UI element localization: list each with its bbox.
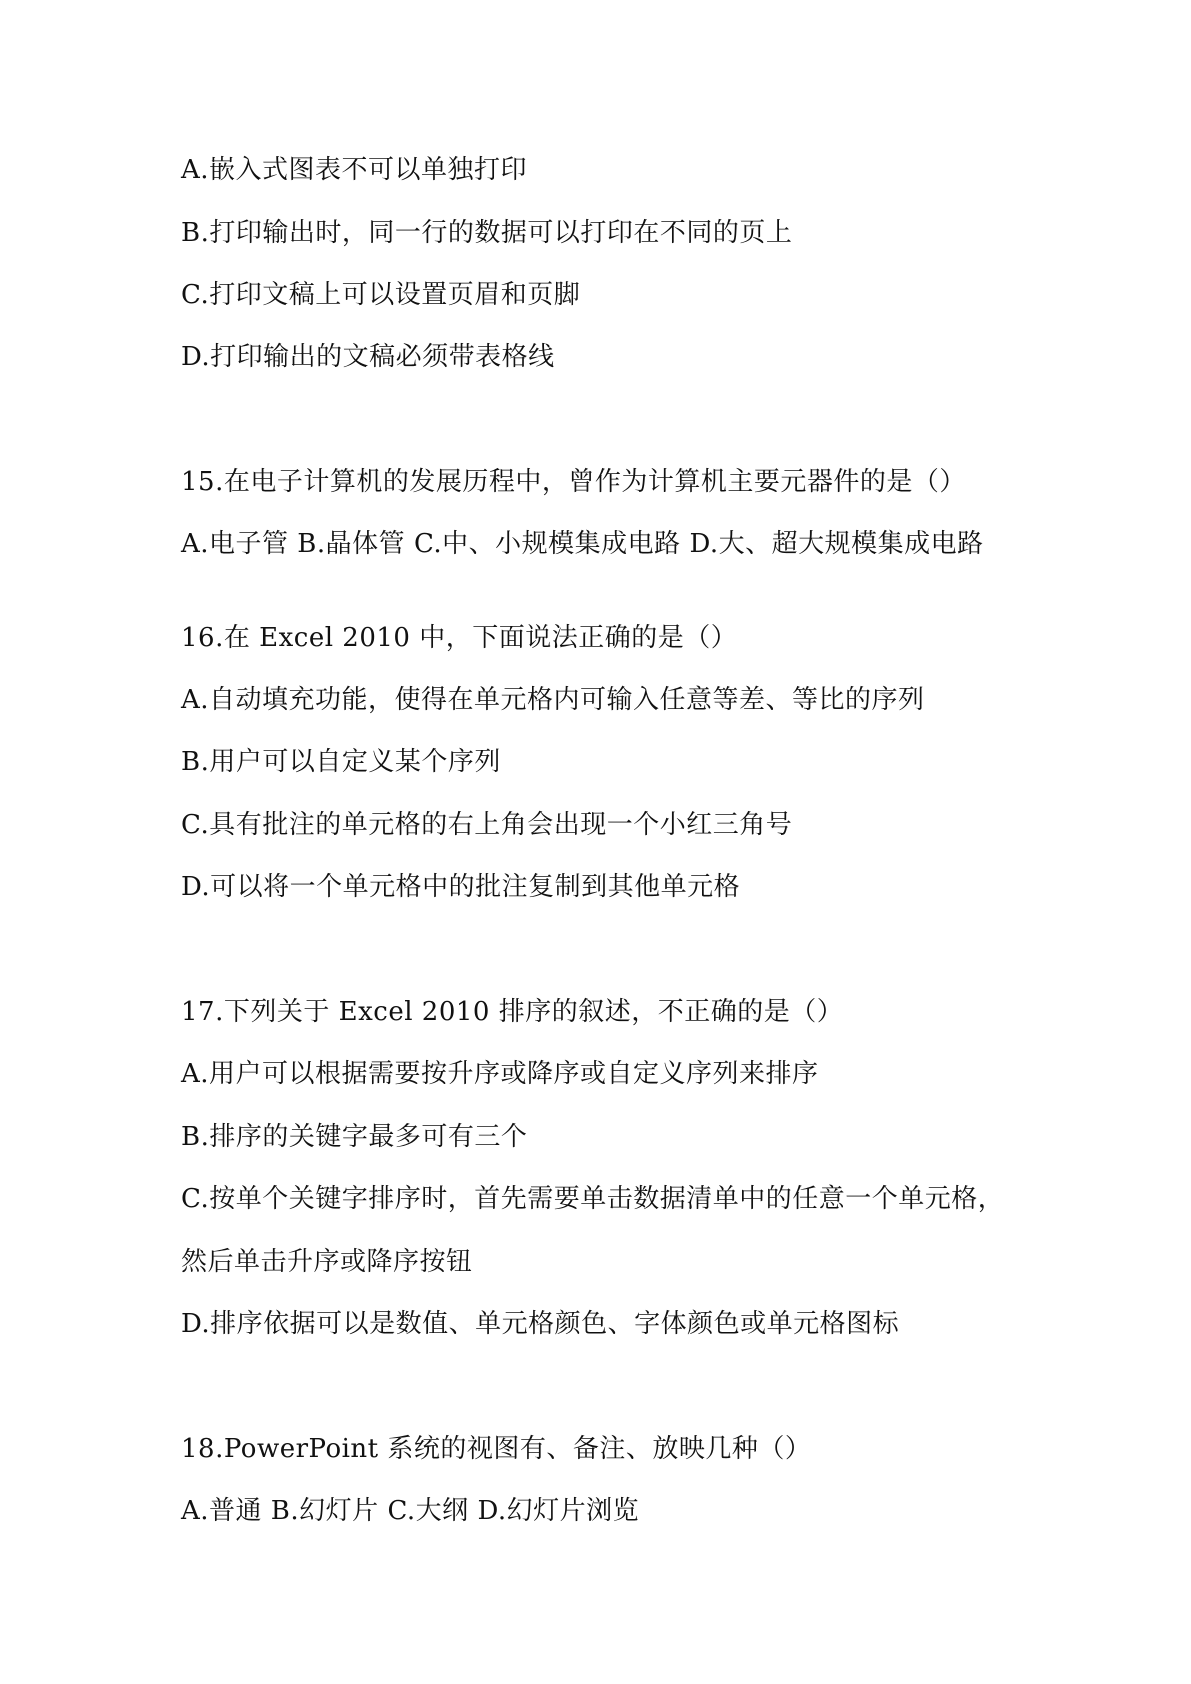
- question-15-stem: 15.在电子计算机的发展历程中，曾作为计算机主要元器件的是（）: [181, 467, 966, 497]
- option-c: C.打印文稿上可以设置页眉和页脚: [181, 280, 581, 310]
- option-a: A.嵌入式图表不可以单独打印: [181, 155, 528, 185]
- option-b: B.打印输出时，同一行的数据可以打印在不同的页上: [181, 218, 793, 248]
- question-17-option-c: C.按单个关键字排序时，首先需要单击数据清单中的任意一个单元格，: [181, 1184, 1005, 1214]
- question-16-option-b: B.用户可以自定义某个序列: [181, 747, 501, 777]
- question-15-options: A.电子管 B.晶体管 C.中、小规模集成电路 D.大、超大规模集成电路: [181, 529, 984, 559]
- question-16-option-c: C.具有批注的单元格的右上角会出现一个小红三角号: [181, 810, 793, 840]
- question-17-option-c-continued: 然后单击升序或降序按钮: [181, 1247, 473, 1277]
- option-d: D.打印输出的文稿必须带表格线: [181, 342, 555, 372]
- question-17-option-a: A.用户可以根据需要按升序或降序或自定义序列来排序: [181, 1059, 819, 1089]
- question-17-stem: 17.下列关于 Excel 2010 排序的叙述，不正确的是（）: [181, 997, 844, 1027]
- question-16-stem: 16.在 Excel 2010 中，下面说法正确的是（）: [181, 623, 738, 653]
- question-16-option-d: D.可以将一个单元格中的批注复制到其他单元格: [181, 872, 741, 902]
- question-17-option-d: D.排序依据可以是数值、单元格颜色、字体颜色或单元格图标: [181, 1309, 900, 1339]
- question-18-stem: 18.PowerPoint 系统的视图有、备注、放映几种（）: [181, 1434, 812, 1464]
- question-18-options: A.普通 B.幻灯片 C.大纲 D.幻灯片浏览: [181, 1496, 640, 1526]
- question-16-option-a: A.自动填充功能，使得在单元格内可输入任意等差、等比的序列: [181, 685, 925, 715]
- question-17-option-b: B.排序的关键字最多可有三个: [181, 1122, 528, 1152]
